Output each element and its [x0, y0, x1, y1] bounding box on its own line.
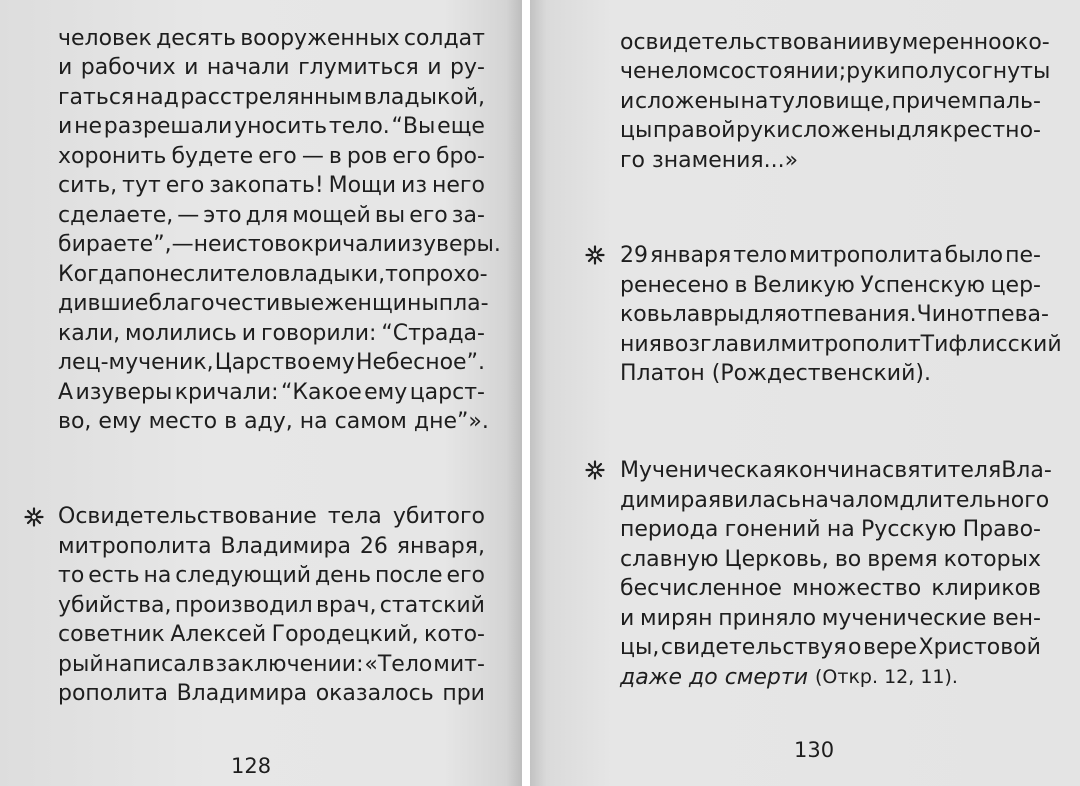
word: будете — [171, 144, 254, 169]
word: Освидетельствование — [58, 504, 317, 529]
text-line — [58, 53, 485, 82]
word: Успенскую — [860, 273, 986, 298]
word: тут — [122, 173, 161, 198]
text-line — [620, 116, 1041, 145]
word: и — [620, 606, 635, 631]
word: ру- — [450, 55, 485, 80]
word: врач, — [316, 593, 377, 618]
word: свидетельствуя — [660, 635, 847, 660]
word: 26 — [359, 534, 388, 559]
word: отпева- — [960, 302, 1049, 327]
word: рополита — [58, 681, 168, 706]
word: и — [241, 321, 257, 346]
word: изуверы — [75, 380, 173, 405]
word: которых — [943, 547, 1041, 572]
text-line — [620, 486, 1050, 515]
text-line — [58, 83, 485, 112]
word: его — [392, 144, 431, 169]
text-line — [58, 620, 485, 649]
word: неистово — [193, 232, 301, 257]
word: в — [224, 409, 238, 434]
word: Небесное”. — [355, 350, 485, 375]
word: кали, — [58, 321, 121, 346]
text-line — [620, 28, 1050, 57]
text-line — [58, 650, 485, 679]
word: для — [744, 302, 788, 327]
word: не — [74, 114, 102, 139]
word: Мученическая — [620, 458, 786, 483]
word: и — [620, 89, 635, 114]
text-line — [620, 300, 1049, 329]
text-line — [58, 407, 489, 436]
text-line — [620, 271, 1041, 300]
text-line — [58, 112, 485, 141]
word: рый — [58, 652, 104, 677]
word: о — [848, 635, 862, 660]
word: тела — [327, 504, 382, 529]
word: славную — [620, 547, 719, 572]
word: из — [401, 173, 428, 198]
word: изуверы. — [397, 232, 501, 257]
word: мит- — [433, 652, 485, 677]
word: (Рождественский). — [711, 361, 931, 386]
word: Русскую — [861, 517, 957, 542]
asterisk-flower-icon — [585, 460, 605, 480]
word: на — [299, 409, 328, 434]
word: множество — [792, 576, 922, 601]
text-line — [620, 87, 1041, 116]
word: тело. — [328, 114, 390, 139]
word: сложены — [635, 89, 740, 114]
word: Право- — [962, 517, 1041, 542]
word: января — [649, 243, 732, 268]
word: клириков — [931, 576, 1041, 601]
word: — — [171, 232, 194, 257]
word: кричали — [300, 232, 397, 257]
word: и — [184, 55, 199, 80]
text-line — [58, 502, 485, 531]
word: во — [834, 547, 862, 572]
word: — — [177, 203, 200, 228]
word: на — [143, 563, 172, 588]
text-line — [58, 378, 485, 407]
book-gutter — [522, 0, 530, 786]
text-line — [58, 230, 501, 259]
word: периода — [620, 517, 719, 542]
word: его — [446, 563, 485, 588]
word: разрешали — [103, 114, 233, 139]
word: мощей — [292, 203, 371, 228]
word: десять — [156, 26, 236, 51]
page-number: 130 — [794, 738, 835, 762]
word: тело — [223, 262, 278, 287]
word: за- — [451, 203, 485, 228]
word: око- — [1001, 30, 1050, 55]
word: Великую — [752, 273, 855, 298]
word: Царство — [214, 350, 311, 375]
word: тело — [733, 243, 788, 268]
text-line — [620, 456, 1052, 485]
text-line — [58, 348, 485, 377]
word: на — [740, 89, 769, 114]
word: после — [374, 563, 443, 588]
word: гаться — [58, 85, 135, 110]
word: крестно- — [939, 118, 1041, 143]
word: место — [148, 409, 218, 434]
word: то — [58, 563, 85, 588]
word: лавры — [672, 302, 745, 327]
word: понесли — [127, 262, 224, 287]
word: сить, — [58, 173, 118, 198]
word: убийства, — [58, 593, 172, 618]
word: сложены — [791, 118, 896, 143]
word: прохо- — [411, 262, 488, 287]
word: Вла- — [1001, 458, 1052, 483]
word: оказалось — [315, 681, 434, 706]
word: расстрелянным — [180, 85, 363, 110]
text-line — [620, 574, 1041, 603]
word: дне”». — [413, 409, 489, 434]
word: владыки, — [277, 262, 386, 287]
word: явилась — [707, 488, 801, 513]
word: пе- — [1005, 243, 1041, 268]
word: ренесено — [620, 273, 729, 298]
scripture-reference: (Откр. 12, 11). — [815, 666, 958, 688]
word: при — [442, 681, 485, 706]
word: Владимира — [176, 681, 308, 706]
text-line — [620, 146, 1041, 175]
word: день — [314, 563, 372, 588]
text-line — [620, 330, 1062, 359]
text-line — [620, 57, 1051, 86]
text-line — [620, 241, 1041, 270]
word: ему — [98, 409, 142, 434]
word: Мощи — [328, 173, 397, 198]
word: кончина — [785, 458, 883, 483]
text-line — [58, 561, 485, 590]
word: в — [201, 652, 215, 677]
word: бесчисленное — [620, 576, 782, 601]
word: Городецкий, — [271, 622, 419, 647]
word: паль- — [978, 89, 1041, 114]
word: благочестивые — [148, 291, 325, 316]
word: Алексей — [170, 622, 267, 647]
text-line — [58, 201, 485, 230]
word: есть — [88, 563, 140, 588]
word: лец-мученик, — [58, 350, 214, 375]
word: начали — [206, 55, 290, 80]
word: го — [620, 148, 646, 173]
text-line — [620, 604, 1041, 633]
word: кричали: — [174, 380, 279, 405]
word: вы — [374, 203, 406, 228]
word: полусогнуты — [900, 59, 1051, 84]
word: Чин — [916, 302, 961, 327]
word: его — [165, 173, 205, 198]
asterisk-flower-icon — [585, 245, 605, 265]
word: ковь — [620, 302, 673, 327]
text-line — [58, 142, 485, 171]
word: Когда — [58, 262, 128, 287]
word: его — [258, 144, 297, 169]
word: бираете”, — [58, 232, 172, 257]
text-line — [620, 515, 1041, 544]
word: отпевания. — [787, 302, 917, 327]
word: освидетельствовании — [620, 30, 876, 55]
word: А — [58, 380, 74, 405]
word: бро- — [435, 144, 485, 169]
text-line-final — [620, 663, 1041, 692]
word: Тифлисский — [920, 332, 1062, 357]
word: глумиться — [298, 55, 419, 80]
word: января, — [396, 534, 485, 559]
word: это — [203, 203, 242, 228]
word: уносить — [234, 114, 328, 139]
word: кото- — [424, 622, 485, 647]
text-line — [620, 545, 1041, 574]
word: Владимира — [220, 534, 351, 559]
text-line — [58, 319, 485, 348]
text-line — [58, 171, 485, 200]
right-page — [530, 0, 1080, 786]
word: советник — [58, 622, 165, 647]
word: димира — [620, 488, 708, 513]
word: “Вы — [391, 114, 436, 139]
word: знамения...» — [652, 148, 799, 173]
left-page — [0, 0, 522, 786]
word: и — [58, 114, 73, 139]
word: ченелом — [620, 59, 719, 84]
text-line — [58, 260, 488, 289]
text-line — [58, 591, 485, 620]
word: приняло — [718, 606, 817, 631]
word: сделаете, — [58, 203, 174, 228]
text-line — [58, 532, 485, 561]
word: митрополита — [58, 534, 212, 559]
word: руки — [846, 59, 901, 84]
word: закопать! — [209, 173, 324, 198]
word: “Какое — [280, 380, 362, 405]
word: ния — [620, 332, 662, 357]
word: человек — [58, 26, 152, 51]
word: состоянии; — [718, 59, 847, 84]
word: вен- — [992, 606, 1041, 631]
word: царст- — [409, 380, 485, 405]
word: святителя — [882, 458, 1002, 483]
word: правой — [652, 118, 736, 143]
word: митрополит — [780, 332, 921, 357]
word: «Тело — [364, 652, 433, 677]
word: ему — [364, 380, 408, 405]
word: цы, — [620, 635, 660, 660]
word: цер- — [990, 273, 1041, 298]
word: в — [328, 144, 342, 169]
word: в — [734, 273, 748, 298]
word: туловище, — [769, 89, 891, 114]
asterisk-flower-icon — [24, 507, 44, 527]
word: его — [409, 203, 448, 228]
word: следующий — [175, 563, 312, 588]
word: статский — [379, 593, 485, 618]
word: мученические — [821, 606, 987, 631]
text-line — [58, 24, 485, 53]
word: то — [385, 262, 412, 287]
text-line — [58, 679, 485, 708]
word: вооруженных — [240, 26, 400, 51]
word: возглавил — [661, 332, 781, 357]
word: написал — [104, 652, 201, 677]
word: солдат — [403, 26, 485, 51]
word: рабочих — [80, 55, 176, 80]
word: ров — [346, 144, 388, 169]
word: самом — [334, 409, 407, 434]
word: вере — [862, 635, 917, 660]
word: аду, — [244, 409, 293, 434]
word: пла- — [438, 291, 489, 316]
word: для — [896, 118, 939, 143]
word: хоронить — [58, 144, 167, 169]
word: говорили: — [260, 321, 377, 346]
word: над — [135, 85, 179, 110]
word: Церковь, — [724, 547, 829, 572]
italic-quote: даже до смерти — [620, 665, 809, 690]
word: для — [245, 203, 289, 228]
text-line — [58, 289, 489, 318]
word: 29 — [620, 243, 648, 268]
word: было — [944, 243, 1004, 268]
word: производил — [174, 593, 313, 618]
word: и — [427, 55, 442, 80]
word: молились — [125, 321, 237, 346]
word: умеренно — [888, 30, 1002, 55]
word: — — [301, 144, 324, 169]
word: митрополита — [789, 243, 943, 268]
word: во, — [58, 409, 92, 434]
word: женщины — [324, 291, 439, 316]
word: гонений — [724, 517, 821, 542]
word: Христовой — [918, 635, 1041, 660]
word: цы — [620, 118, 653, 143]
word: “Страда- — [381, 321, 485, 346]
word: Платон — [620, 361, 705, 386]
word: началом — [800, 488, 900, 513]
word: время — [867, 547, 938, 572]
word: на — [826, 517, 855, 542]
word: в — [875, 30, 889, 55]
word: убитого — [392, 504, 485, 529]
word: длительного — [899, 488, 1050, 513]
word: и — [58, 55, 73, 80]
word: владыкой, — [363, 85, 485, 110]
word: еще — [437, 114, 485, 139]
word: ему — [311, 350, 355, 375]
text-line — [620, 633, 1041, 662]
word: руки — [736, 118, 791, 143]
word: него — [431, 173, 485, 198]
page-number: 128 — [231, 754, 272, 778]
word: заключении: — [215, 652, 364, 677]
word: причем — [891, 89, 978, 114]
word: дившие — [58, 291, 149, 316]
text-line — [620, 359, 1041, 388]
word: мирян — [640, 606, 713, 631]
